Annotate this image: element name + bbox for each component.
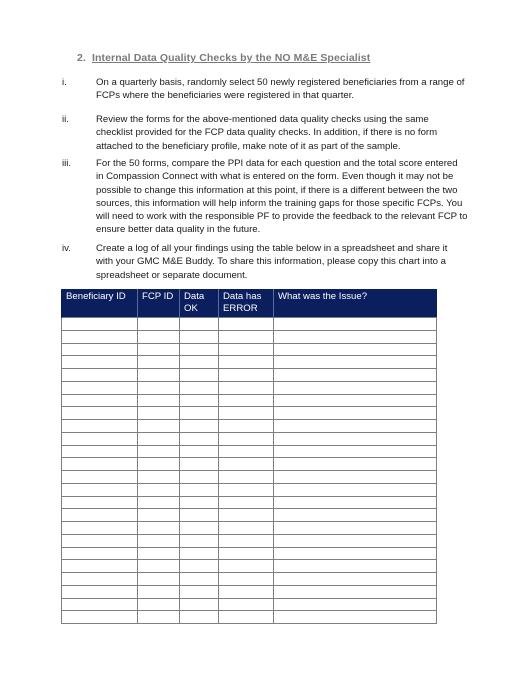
list-marker: i. [62, 77, 67, 88]
column-header-issue: What was the Issue? [274, 289, 437, 318]
list-item-line: attached to the beneficiary profile, make note of it as part of the sample. [96, 140, 401, 152]
table-cell [138, 560, 180, 573]
list-item-line: in Compassion Connect with what is entered on the form. Even though it may not be [96, 171, 454, 183]
table-cell [62, 598, 138, 611]
table-cell [180, 496, 219, 509]
list-item-line: sources, this information will help inform the training gaps for those specific FCPs. You [96, 197, 463, 209]
table-cell [219, 420, 274, 433]
table-row [62, 496, 437, 509]
list-item-line: possible to change this information at this point, if there is a different between the two [96, 184, 458, 196]
list-item-line: spreadsheet or separate document. [96, 269, 248, 281]
table-row [62, 547, 437, 560]
table-row [62, 471, 437, 484]
table-cell [219, 318, 274, 331]
table-cell [180, 547, 219, 560]
table-cell [62, 381, 138, 394]
table-cell [62, 522, 138, 535]
table-cell [180, 330, 219, 343]
findings-log-table [61, 289, 436, 624]
table-cell [138, 356, 180, 369]
table-cell [62, 585, 138, 598]
table-cell [62, 534, 138, 547]
table-cell [138, 369, 180, 382]
table-cell [274, 560, 437, 573]
table-cell [138, 483, 180, 496]
table-cell [138, 420, 180, 433]
table-cell [219, 394, 274, 407]
table-cell [138, 547, 180, 560]
table-cell [219, 369, 274, 382]
table-cell [62, 343, 138, 356]
table-cell [219, 407, 274, 420]
table-cell [219, 611, 274, 624]
table-cell [274, 407, 437, 420]
table-cell [180, 343, 219, 356]
table-row [62, 585, 437, 598]
table-row [62, 522, 437, 535]
table-cell [219, 432, 274, 445]
table-cell [274, 318, 437, 331]
section-number: 2. [77, 52, 86, 64]
table-row [62, 330, 437, 343]
table-cell [274, 420, 437, 433]
list-marker: ii. [62, 114, 69, 125]
table-cell [274, 585, 437, 598]
table-cell [219, 330, 274, 343]
table-cell [62, 547, 138, 560]
table-row [62, 381, 437, 394]
table-cell [219, 522, 274, 535]
table-cell [138, 611, 180, 624]
table-row [62, 611, 437, 624]
table-cell [219, 585, 274, 598]
table-cell [180, 598, 219, 611]
table-cell [62, 573, 138, 586]
table-cell [62, 509, 138, 522]
table-cell [138, 343, 180, 356]
table-cell [62, 445, 138, 458]
table-row [62, 369, 437, 382]
table-cell [62, 611, 138, 624]
table-cell [138, 432, 180, 445]
table-row [62, 318, 437, 331]
table-row [62, 483, 437, 496]
table-cell [274, 534, 437, 547]
table-cell [138, 458, 180, 471]
table-cell [274, 330, 437, 343]
table-cell [274, 381, 437, 394]
table-cell [219, 534, 274, 547]
table-cell [62, 496, 138, 509]
table-cell [274, 394, 437, 407]
column-header-fcp-id: FCP ID [138, 289, 180, 318]
table-cell [274, 343, 437, 356]
table-cell [219, 560, 274, 573]
table-row [62, 420, 437, 433]
table-cell [62, 471, 138, 484]
table-cell [180, 483, 219, 496]
list-marker: iv. [62, 243, 71, 254]
list-item-line: On a quarterly basis, randomly select 50 newly registered beneficiaries from a range of [96, 77, 465, 88]
table-cell [180, 522, 219, 535]
table-cell [274, 369, 437, 382]
list-item-line: with your GMC M&E Buddy. To share this information, please copy this chart into a [96, 256, 446, 268]
table-cell [62, 432, 138, 445]
table-cell [138, 394, 180, 407]
table-cell [62, 318, 138, 331]
table-cell [62, 560, 138, 573]
table-cell [180, 356, 219, 369]
table-cell [180, 471, 219, 484]
table-cell [180, 458, 219, 471]
table-cell [138, 330, 180, 343]
table-cell [219, 356, 274, 369]
table-cell [274, 598, 437, 611]
table-cell [138, 573, 180, 586]
table-row [62, 432, 437, 445]
list-item-line: FCPs where the beneficiaries were registered in that quarter. [96, 90, 355, 102]
list-item-line: Create a log of all your findings using the table below in a spreadsheet and share it [96, 243, 448, 254]
table-cell [180, 394, 219, 407]
table-cell [62, 420, 138, 433]
table-cell [219, 483, 274, 496]
table-row [62, 534, 437, 547]
table-cell [138, 407, 180, 420]
list-item-line: will need to work with the responsible PF to provide the feedback to the relevant FCP to [96, 211, 468, 223]
table-cell [62, 394, 138, 407]
table-cell [219, 547, 274, 560]
table-cell [219, 496, 274, 509]
table-cell [180, 534, 219, 547]
table-cell [274, 547, 437, 560]
table-cell [274, 483, 437, 496]
table-cell [219, 445, 274, 458]
table-cell [274, 471, 437, 484]
table-body [62, 318, 437, 624]
table-cell [219, 381, 274, 394]
table-cell [62, 369, 138, 382]
table-cell [180, 560, 219, 573]
list-item-line: Review the forms for the above-mentioned data quality checks using the same [96, 114, 429, 125]
table-row [62, 573, 437, 586]
list-item-line: For the 50 forms, compare the PPI data for each question and the total score entered [96, 158, 458, 169]
table-row [62, 509, 437, 522]
table-cell [138, 509, 180, 522]
table-cell [274, 432, 437, 445]
table-cell [138, 585, 180, 598]
table-cell [274, 445, 437, 458]
table-cell [180, 381, 219, 394]
table-cell [180, 318, 219, 331]
table-row [62, 343, 437, 356]
section-heading [77, 52, 370, 64]
column-header-data-ok: Data OK [180, 289, 219, 318]
table-cell [62, 356, 138, 369]
table-cell [138, 445, 180, 458]
table-cell [274, 458, 437, 471]
table-cell [274, 356, 437, 369]
table-row [62, 458, 437, 471]
table-cell [138, 522, 180, 535]
table-cell [138, 534, 180, 547]
list-marker: iii. [62, 158, 72, 169]
table-cell [138, 598, 180, 611]
list-item-line: ensure better data quality in the future. [96, 224, 261, 236]
table-cell [219, 598, 274, 611]
table-cell [219, 471, 274, 484]
table-row [62, 445, 437, 458]
table-cell [180, 509, 219, 522]
table-cell [62, 407, 138, 420]
table-cell [138, 318, 180, 331]
table-cell [219, 458, 274, 471]
table-cell [219, 573, 274, 586]
table-cell [180, 585, 219, 598]
table-cell [274, 573, 437, 586]
table-cell [180, 420, 219, 433]
table-cell [180, 407, 219, 420]
table-cell [180, 369, 219, 382]
table-cell [62, 458, 138, 471]
table-cell [219, 509, 274, 522]
table-cell [138, 471, 180, 484]
table-cell [138, 496, 180, 509]
table-header-row [62, 289, 437, 318]
table-cell [274, 522, 437, 535]
table-row [62, 356, 437, 369]
table-row [62, 560, 437, 573]
table-cell [274, 509, 437, 522]
column-header-beneficiary-id: Beneficiary ID [62, 289, 138, 318]
table-cell [62, 330, 138, 343]
list-item-line: checklist provided for the FCP data quality checks. In addition, if there is no form [96, 127, 438, 139]
table-cell [219, 343, 274, 356]
table-row [62, 407, 437, 420]
table-cell [180, 432, 219, 445]
column-header-data-has-error: Data has ERROR [219, 289, 274, 318]
table-cell [138, 381, 180, 394]
table-row [62, 394, 437, 407]
table-cell [274, 496, 437, 509]
section-title: Internal Data Quality Checks by the NO M&E Specialist [91, 52, 371, 64]
table-cell [274, 611, 437, 624]
table-cell [180, 611, 219, 624]
table-row [62, 598, 437, 611]
table-cell [62, 483, 138, 496]
table-cell [180, 573, 219, 586]
table-cell [180, 445, 219, 458]
